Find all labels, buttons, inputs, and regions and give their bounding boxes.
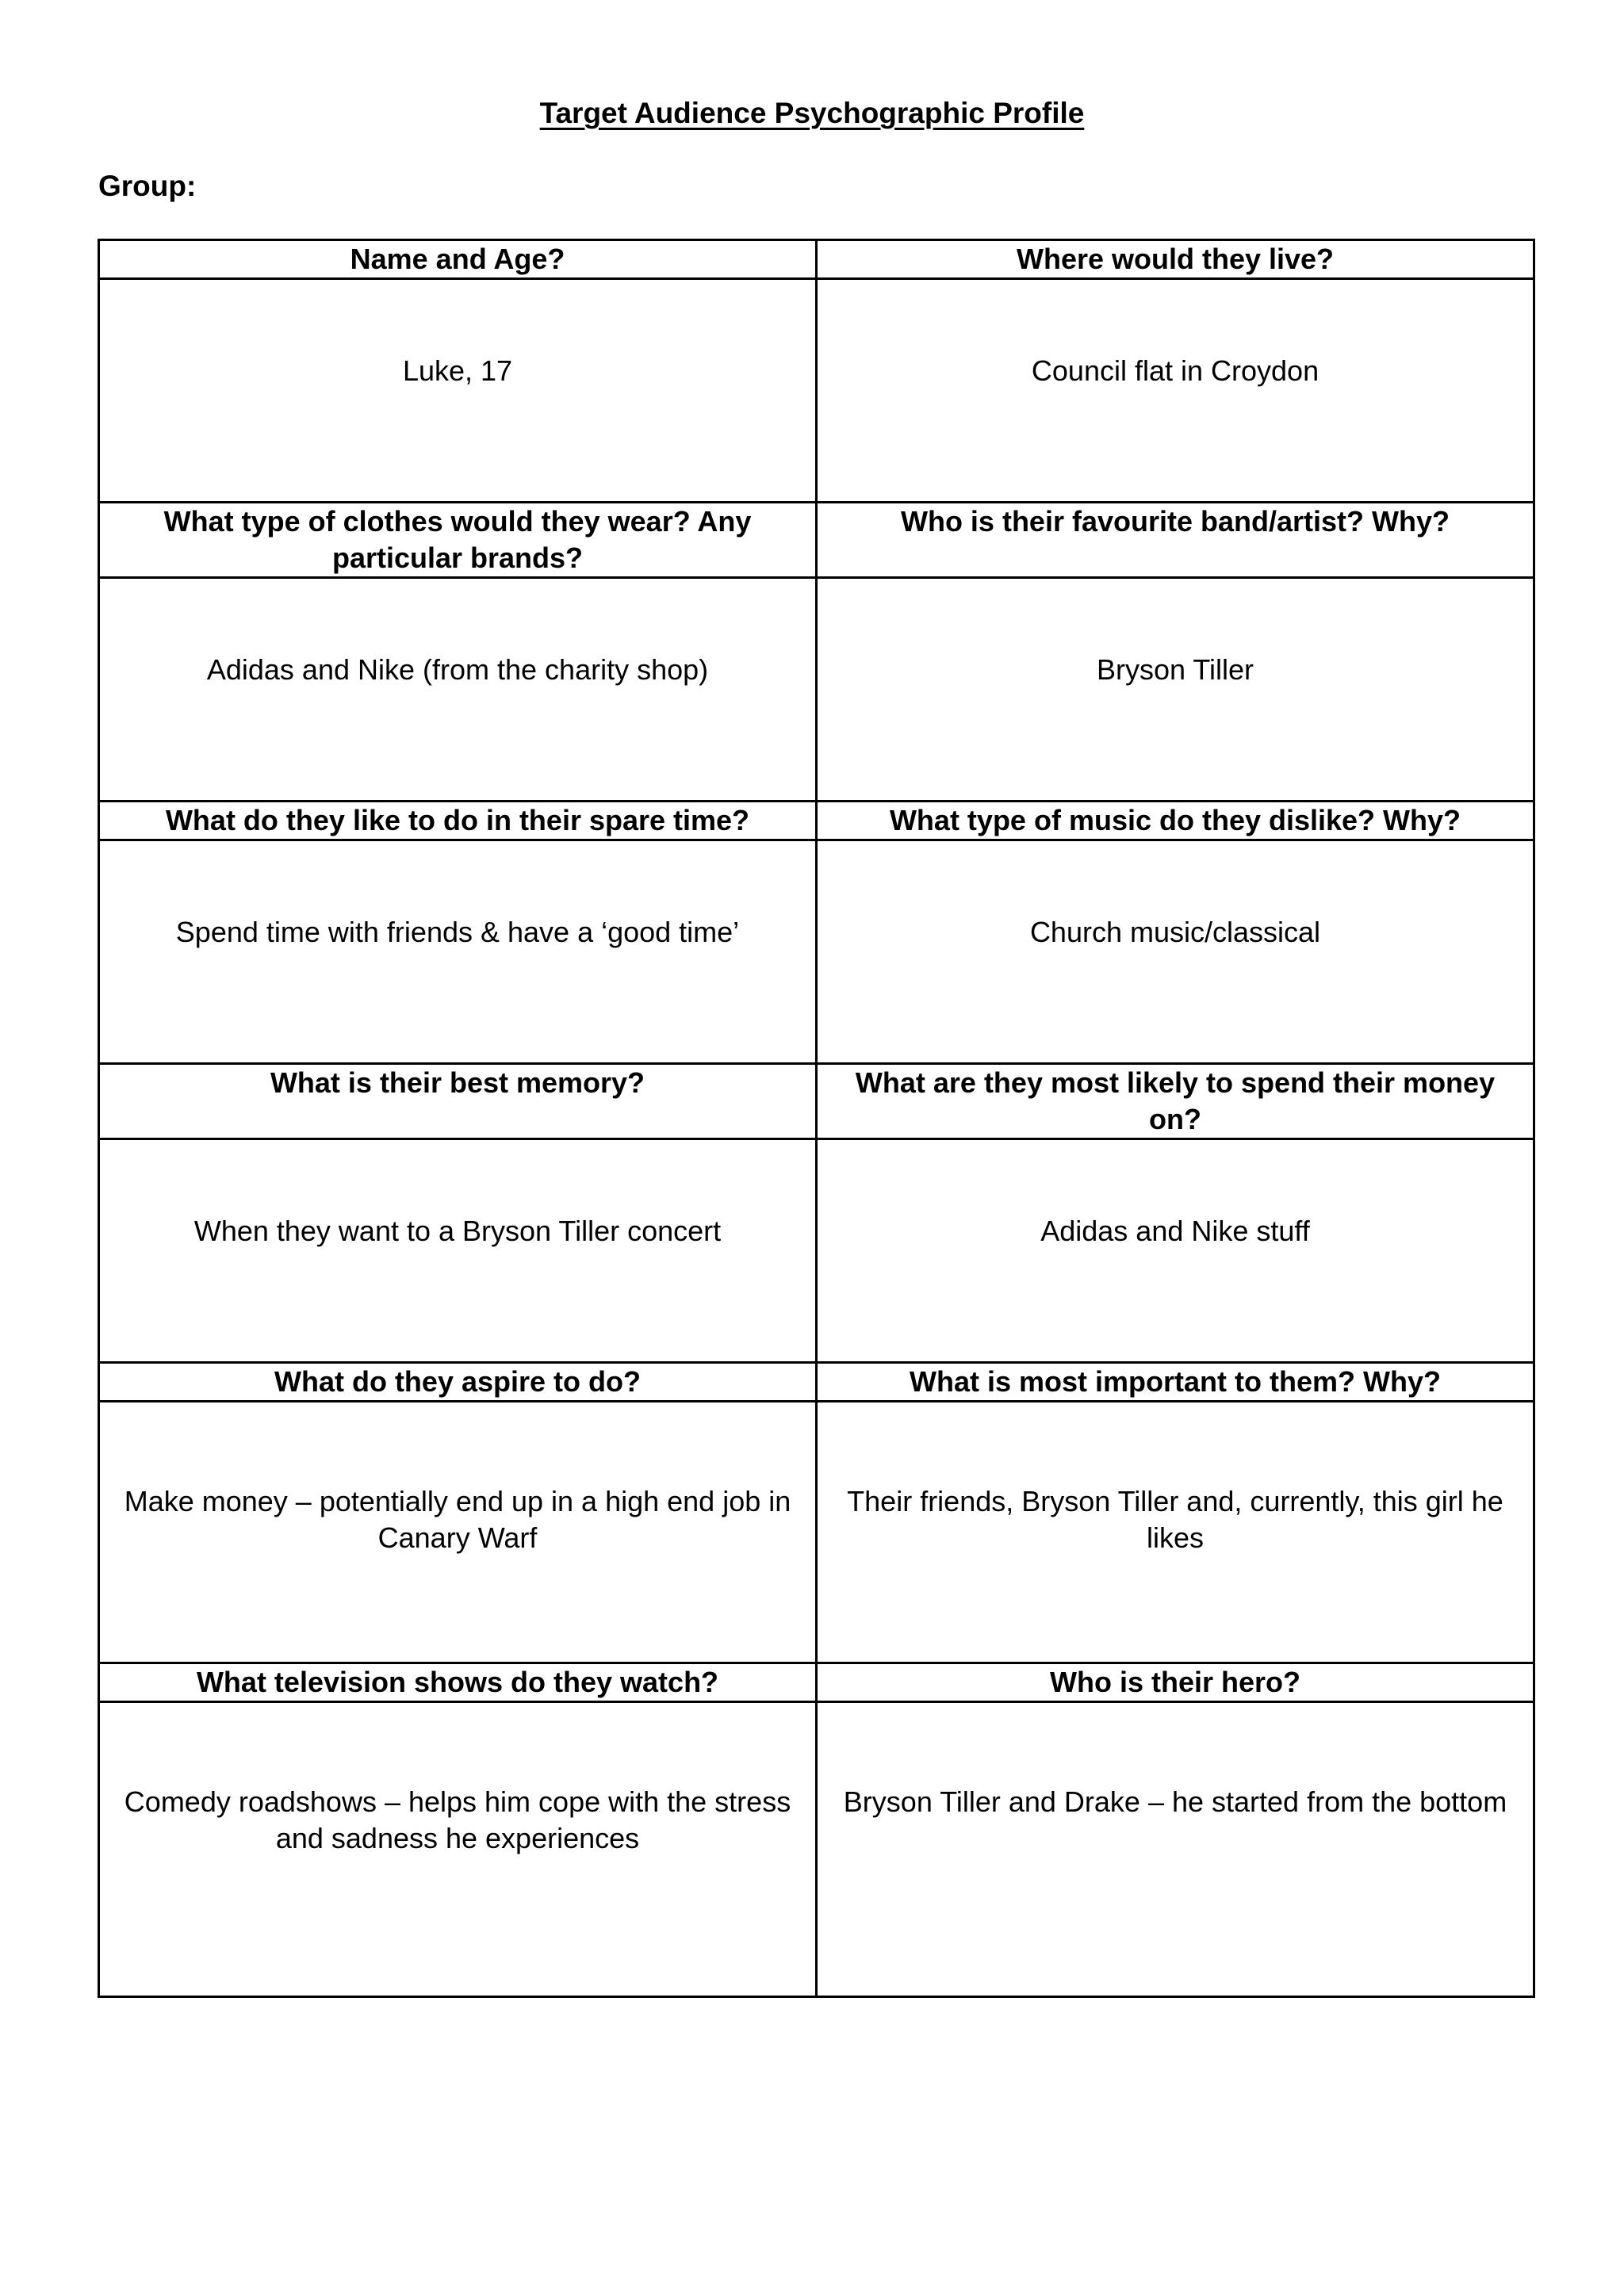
answer-cell: Their friends, Bryson Tiller and, currently, this girl he likes (817, 1402, 1534, 1663)
question-cell: What television shows do they watch? (99, 1663, 817, 1702)
answer-cell: Bryson Tiller (817, 578, 1534, 802)
question-cell: Where would they live? (817, 240, 1534, 279)
question-cell: Who is their hero? (817, 1663, 1534, 1702)
profile-table (98, 239, 1535, 1998)
answer-row (99, 840, 1534, 1064)
answer-cell: Comedy roadshows – helps him cope with the stress and sadness he experiences (99, 1702, 817, 1997)
question-row (99, 1363, 1534, 1402)
question-row (99, 503, 1534, 578)
question-row (99, 1663, 1534, 1702)
question-cell: What type of clothes would they wear? Any particular brands? (99, 503, 817, 578)
question-row (99, 1064, 1534, 1139)
question-cell: What do they aspire to do? (99, 1363, 817, 1402)
answer-row (99, 279, 1534, 503)
answer-cell: Spend time with friends & have a ‘good time’ (99, 840, 817, 1064)
question-cell: Name and Age? (99, 240, 817, 279)
answer-cell: When they want to a Bryson Tiller concert (99, 1139, 817, 1363)
question-cell: What do they like to do in their spare time? (99, 802, 817, 840)
answer-cell: Adidas and Nike stuff (817, 1139, 1534, 1363)
answer-row (99, 578, 1534, 802)
question-row (99, 240, 1534, 279)
answer-cell: Council flat in Croydon (817, 279, 1534, 503)
question-row (99, 802, 1534, 840)
question-cell: What is most important to them? Why? (817, 1363, 1534, 1402)
group-label: Group: (98, 170, 197, 202)
page-title: Target Audience Psychographic Profile (539, 97, 1085, 129)
answer-cell: Church music/classical (817, 840, 1534, 1064)
answer-cell: Luke, 17 (99, 279, 817, 503)
question-cell: What are they most likely to spend their money on? (817, 1064, 1534, 1139)
question-cell: What is their best memory? (99, 1064, 817, 1139)
answer-row (99, 1139, 1534, 1363)
question-cell: What type of music do they dislike? Why? (817, 802, 1534, 840)
answer-cell: Bryson Tiller and Drake – he started from the bottom (817, 1702, 1534, 1997)
answer-cell: Adidas and Nike (from the charity shop) (99, 578, 817, 802)
answer-cell: Make money – potentially end up in a high end job in Canary Warf (99, 1402, 817, 1663)
answer-row (99, 1702, 1534, 1997)
answer-row (99, 1402, 1534, 1663)
question-cell: Who is their favourite band/artist? Why? (817, 503, 1534, 578)
